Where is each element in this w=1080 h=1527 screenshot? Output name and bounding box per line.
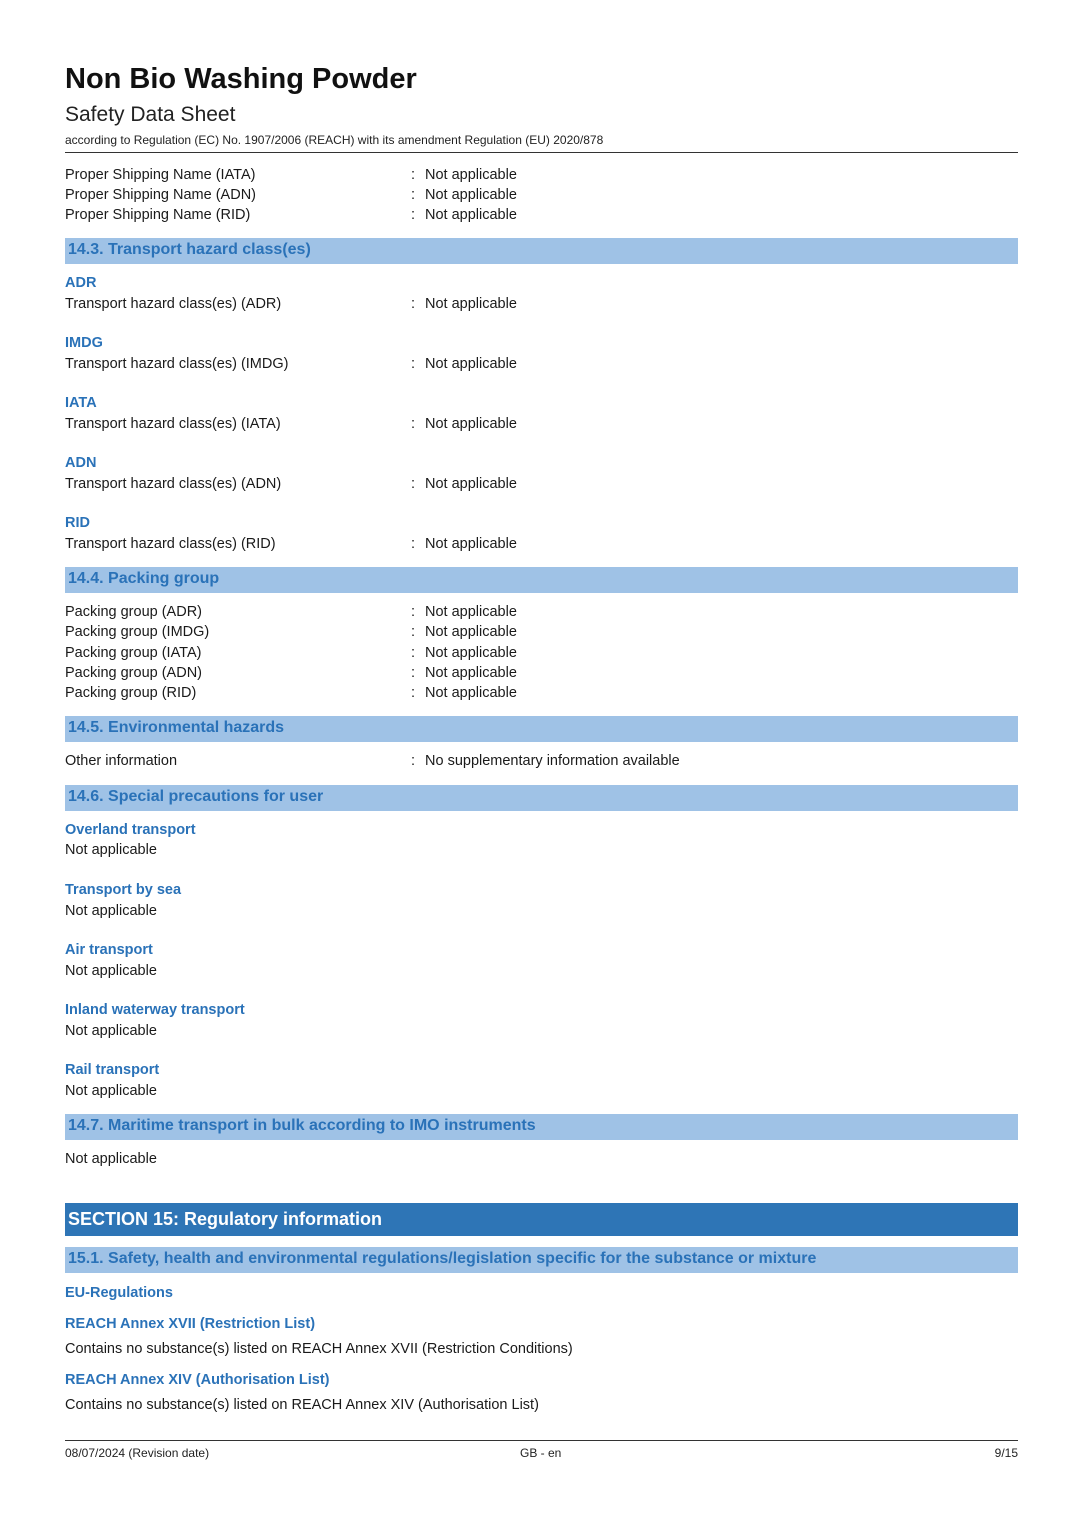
hazard-class-row bbox=[65, 354, 1018, 374]
precaution-text: Not applicable bbox=[65, 903, 157, 919]
subheading-iata: IATA bbox=[65, 395, 97, 411]
section-heading-text: 15.1. Safety, health and environmental regulations/legislation specific for the substance or mixture bbox=[68, 1250, 817, 1267]
row-colon: : bbox=[411, 645, 416, 661]
section-heading-text: 14.3. Transport hazard class(es) bbox=[68, 241, 311, 258]
subheading-eu-regulations: EU-Regulations bbox=[65, 1285, 173, 1301]
shipping-name-row bbox=[65, 165, 1018, 185]
row-value: Not applicable bbox=[425, 187, 517, 203]
subheading-adr: ADR bbox=[65, 275, 97, 291]
row-label: Transport hazard class(es) (ADN) bbox=[65, 476, 282, 492]
precaution-text: Not applicable bbox=[65, 1083, 157, 1099]
section-14-3-heading bbox=[65, 238, 1018, 264]
section-14-4-heading bbox=[65, 567, 1018, 593]
section-15-heading bbox=[65, 1203, 1018, 1236]
row-value: Not applicable bbox=[425, 296, 517, 312]
footer-page-number: 9/15 bbox=[994, 1446, 1018, 1460]
precaution-text: Not applicable bbox=[65, 842, 157, 858]
section-14-5-heading bbox=[65, 716, 1018, 742]
row-colon: : bbox=[411, 296, 416, 312]
row-label: Transport hazard class(es) (IMDG) bbox=[65, 356, 289, 372]
hazard-class-row bbox=[65, 294, 1018, 314]
row-colon: : bbox=[411, 356, 416, 372]
row-colon: : bbox=[411, 624, 416, 640]
row-colon: : bbox=[411, 167, 416, 183]
row-colon: : bbox=[411, 536, 416, 552]
row-label: Packing group (IATA) bbox=[65, 645, 202, 661]
section-14-7-heading bbox=[65, 1114, 1018, 1140]
section-15-1-heading bbox=[65, 1247, 1018, 1273]
subheading-adn: ADN bbox=[65, 455, 97, 471]
section-14-6-heading bbox=[65, 785, 1018, 811]
row-value: Not applicable bbox=[425, 207, 517, 223]
row-value: No supplementary information available bbox=[425, 753, 680, 769]
packing-group-row bbox=[65, 643, 1018, 663]
subheading-rid: RID bbox=[65, 515, 90, 531]
hazard-class-row bbox=[65, 414, 1018, 434]
subheading-sea: Transport by sea bbox=[65, 882, 182, 898]
row-value: Not applicable bbox=[425, 624, 517, 640]
subheading-inland: Inland waterway transport bbox=[65, 1002, 245, 1018]
row-value: Not applicable bbox=[425, 685, 517, 701]
row-colon: : bbox=[411, 207, 416, 223]
row-value: Not applicable bbox=[425, 356, 517, 372]
subheading-overland: Overland transport bbox=[65, 822, 196, 838]
precaution-text: Not applicable bbox=[65, 963, 157, 979]
shipping-name-row bbox=[65, 205, 1018, 225]
footer-divider bbox=[65, 1440, 1018, 1441]
shipping-name-row bbox=[65, 185, 1018, 205]
row-label: Packing group (RID) bbox=[65, 685, 197, 701]
row-value: Not applicable bbox=[425, 645, 517, 661]
row-label: Transport hazard class(es) (ADR) bbox=[65, 296, 282, 312]
row-label: Proper Shipping Name (IATA) bbox=[65, 167, 256, 183]
packing-group-row bbox=[65, 622, 1018, 642]
regulation-line: according to Regulation (EC) No. 1907/2006 (REACH) with its amendment Regulation (EU) 2020/878 bbox=[65, 133, 604, 147]
row-colon: : bbox=[411, 753, 416, 769]
footer-locale: GB - en bbox=[520, 1446, 562, 1460]
packing-group-row bbox=[65, 602, 1018, 622]
annex-14-text: Contains no substance(s) listed on REACH Annex XIV (Authorisation List) bbox=[65, 1397, 539, 1413]
environmental-row bbox=[65, 751, 1018, 771]
packing-group-row bbox=[65, 683, 1018, 703]
document-subtitle: Safety Data Sheet bbox=[65, 103, 236, 126]
row-value: Not applicable bbox=[425, 416, 517, 432]
row-label: Packing group (ADN) bbox=[65, 665, 202, 681]
precaution-text: Not applicable bbox=[65, 1023, 157, 1039]
footer-revision-date: 08/07/2024 (Revision date) bbox=[65, 1446, 210, 1460]
packing-group-row bbox=[65, 663, 1018, 683]
subheading-annex-17: REACH Annex XVII (Restriction List) bbox=[65, 1316, 316, 1332]
row-label: Packing group (IMDG) bbox=[65, 624, 210, 640]
row-value: Not applicable bbox=[425, 167, 517, 183]
row-value: Not applicable bbox=[425, 604, 517, 620]
document-title: Non Bio Washing Powder bbox=[65, 63, 417, 95]
row-value: Not applicable bbox=[425, 476, 517, 492]
maritime-text: Not applicable bbox=[65, 1151, 157, 1167]
row-value: Not applicable bbox=[425, 536, 517, 552]
row-label: Other information bbox=[65, 753, 178, 769]
subheading-imdg: IMDG bbox=[65, 335, 103, 351]
annex-17-text: Contains no substance(s) listed on REACH Annex XVII (Restriction Conditions) bbox=[65, 1341, 573, 1357]
section-heading-text: 14.4. Packing group bbox=[68, 570, 220, 587]
hazard-class-row bbox=[65, 474, 1018, 494]
row-colon: : bbox=[411, 416, 416, 432]
row-label: Transport hazard class(es) (IATA) bbox=[65, 416, 281, 432]
section-heading-text: SECTION 15: Regulatory information bbox=[68, 1209, 383, 1229]
row-colon: : bbox=[411, 685, 416, 701]
row-colon: : bbox=[411, 476, 416, 492]
row-colon: : bbox=[411, 665, 416, 681]
section-heading-text: 14.6. Special precautions for user bbox=[68, 788, 324, 805]
row-colon: : bbox=[411, 187, 416, 203]
row-label: Proper Shipping Name (RID) bbox=[65, 207, 251, 223]
section-heading-text: 14.5. Environmental hazards bbox=[68, 719, 285, 736]
row-label: Packing group (ADR) bbox=[65, 604, 202, 620]
header-divider bbox=[65, 152, 1018, 153]
row-value: Not applicable bbox=[425, 665, 517, 681]
subheading-annex-14: REACH Annex XIV (Authorisation List) bbox=[65, 1372, 330, 1388]
row-label: Proper Shipping Name (ADN) bbox=[65, 187, 256, 203]
row-label: Transport hazard class(es) (RID) bbox=[65, 536, 276, 552]
subheading-air: Air transport bbox=[65, 942, 153, 958]
subheading-rail: Rail transport bbox=[65, 1062, 160, 1078]
row-colon: : bbox=[411, 604, 416, 620]
hazard-class-row bbox=[65, 534, 1018, 554]
section-heading-text: 14.7. Maritime transport in bulk according to IMO instruments bbox=[68, 1117, 536, 1134]
